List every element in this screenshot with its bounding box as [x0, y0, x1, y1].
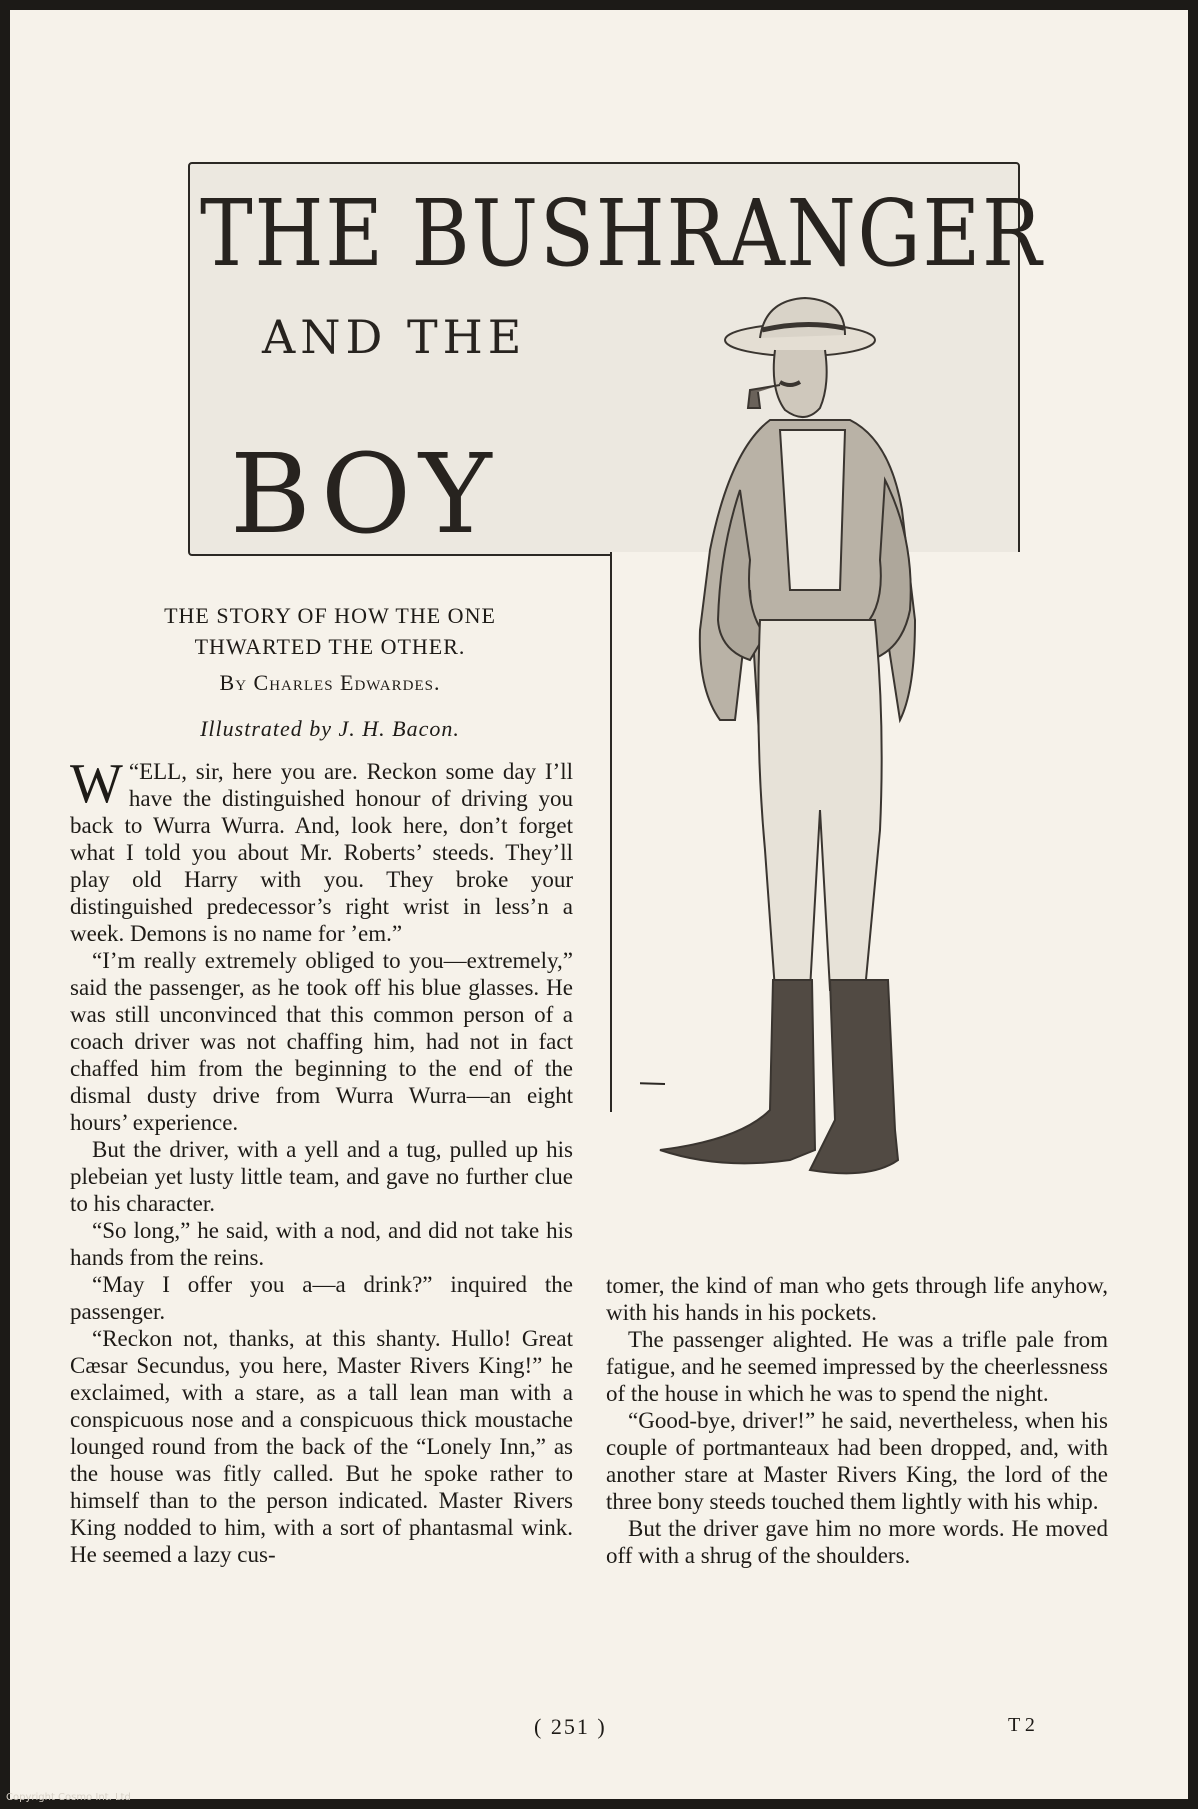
illustrator-credit: Illustrated by J. H. Bacon.: [200, 716, 460, 741]
paragraph: The passenger alighted. He was a trifle pale from fatigue, and he seemed impressed by the cheerlessness of the house in which he was to spend the night.: [606, 1327, 1108, 1406]
bushranger-illustration: [640, 290, 1000, 1250]
text-column-left: [70, 753, 573, 1568]
copyright-notice: Copyright Cosmo Int. Ltd: [6, 1792, 131, 1803]
paragraph: “I’m really extremely obliged to you—extremely,” said the passenger, as he took off his blue glasses. He was still unconvinced that this common person of a coach driver was not chaffing him, had not in fact chaffed him from the beginning to the end of the dismal dusty drive from Wurra Wurra—an eight hours’ experience.: [70, 948, 573, 1135]
drop-cap: W: [70, 753, 123, 815]
signature-mark: T 2: [1008, 1714, 1035, 1736]
paragraph: But the driver gave him no more words. He moved off with a shrug of the shoulders.: [606, 1516, 1108, 1568]
paragraph: tomer, the kind of man who gets through life anyhow, with his hands in his pockets.: [606, 1273, 1108, 1325]
title-line-2: AND THE: [262, 310, 527, 364]
text-column-right: [606, 1272, 1108, 1569]
paragraph: “Good-bye, driver!” he said, nevertheless, when his couple of portmanteaux had been dropped, and, with another stare at Master Rivers King, the lord of the three bony steeds touched them lightly with his whip.: [606, 1408, 1108, 1514]
paragraph: W “ELL, sir, here you are. Reckon some day I’ll have the distinguished honour of driving you back to Wurra Wurra. And, look here, don’t forget what I told you about Mr. Roberts’ steeds. They’ll play old Harry with you. They broke your distinguished predecessor’s right wrist in less’n a week. Demons is no name for ’em.”: [70, 753, 573, 946]
subtitle: THE STORY OF HOW THE ONE THWARTED THE OTHER.: [164, 603, 496, 659]
paragraph: But the driver, with a yell and a tug, pulled up his plebeian yet lusty little team, and gave no further clue to his character.: [70, 1137, 573, 1216]
paragraph: “So long,” he said, with a nod, and did not take his hands from the reins.: [70, 1218, 573, 1270]
title-line-3: BOY: [230, 430, 500, 558]
byline: By Charles Edwardes.: [219, 670, 441, 695]
page-number: ( 251 ): [534, 1714, 607, 1739]
title-line-1: THE BUSHRANGER: [200, 180, 1044, 287]
paragraph: “Reckon not, thanks, at this shanty. Hullo! Great Cæsar Secundus, you here, Master Rivers King!” he exclaimed, with a stare, as a tall lean man with a conspicuous nose and a conspicuous thick moustache lounged round from the back of the “Lonely Inn,” as the house was fitly called. But he spoke rather to himself than to the person indicated. Master Rivers King nodded to him, with a sort of phantasmal wink. He seemed a lazy cus-: [70, 1326, 573, 1567]
paragraph: “May I offer you a—a drink?” inquired the passenger.: [70, 1272, 573, 1324]
